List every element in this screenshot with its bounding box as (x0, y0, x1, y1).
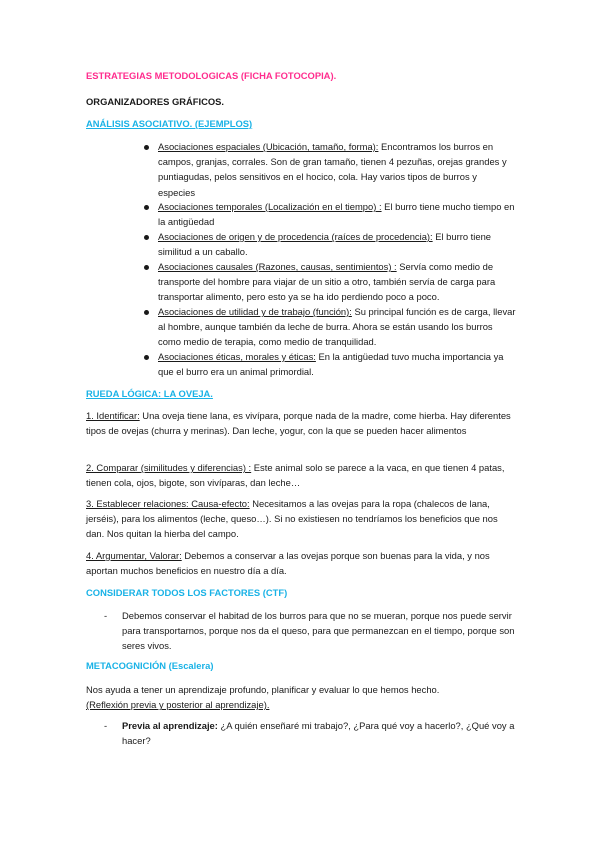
meta-item (122, 718, 516, 748)
bullet-dot (144, 235, 149, 240)
ctf-heading: CONSIDERAR TODOS LOS FACTORES (CTF) (86, 587, 288, 598)
analisis-item (158, 139, 516, 200)
analisis-item-label: Asociaciones de utilidad y de trabajo (función): (158, 306, 352, 317)
analisis-item-text: Su principal función es de carga, llevar al hombre, aunque también da leche de burra. Ahora se están usando los burros como medio de terapia, como medio de tranquilidad. (158, 306, 516, 348)
analisis-item-label: Asociaciones éticas, morales y éticas: (158, 351, 316, 362)
rueda-step-text: Una oveja tiene lana, es vivípara, porque nada de la madre, come hierba. Hay diferentes tipos de ovejas (churra y merinas). Dan leche, yogur, con la que se pueden hacer alimentos (86, 410, 511, 437)
bullet-dot (144, 265, 149, 270)
analisis-item-label: Asociaciones causales (Razones, causas, sentimientos) : (158, 261, 397, 272)
ctf-dash: - (104, 610, 108, 621)
analisis-item-text: El burro tiene similitud a un caballo. (158, 231, 492, 258)
rueda-step-label: 1. Identificar: (86, 410, 140, 421)
rueda-step-label: 3. Establecer relaciones: Causa-efecto: (86, 498, 250, 509)
analisis-item (158, 304, 516, 350)
rueda-step-text: Este animal solo se parece a la vaca, en que tienen 4 patas, tienen cola, ojos, bigote, son vivíparas, dan leche… (86, 462, 505, 489)
rueda-step (86, 460, 516, 490)
meta-dash: - (104, 720, 108, 731)
analisis-item (158, 199, 516, 229)
analisis-item-text: Encontramos los burros en campos, granjas, corrales. Son de gran tamaño, tienen 4 pezuñas, orejas grandes y puntiagudas, pelos sensitivos en el hocico, cola. Hay varios tipos de burros y especies (158, 141, 507, 198)
bullet-dot (144, 355, 149, 360)
analisis-item-label: Asociaciones de origen y de procedencia (raíces de procedencia): (158, 231, 433, 242)
meta-intro-text: Nos ayuda a tener un aprendizaje profundo, planificar y evaluar lo que hemos hecho. (86, 684, 440, 695)
rueda-step-label: 2. Comparar (similitudes y diferencias) : (86, 462, 252, 473)
rueda-step (86, 548, 516, 578)
analisis-item (158, 229, 516, 259)
meta-intro (86, 682, 516, 712)
document-subtitle: ORGANIZADORES GRÁFICOS. (86, 96, 225, 107)
rueda-step-text: Debemos a conservar a las ovejas porque son buenas para la vida, y nos aportan muchos beneficios en nuestro día a día. (86, 550, 490, 577)
ctf-text: Debemos conservar el habitad de los burros para que no se mueran, porque nos puede servir para transportarnos, porque nos da el queso, para que permanezcan en el tiempo, porque son seres vivos. (122, 610, 515, 652)
document-title: ESTRATEGIAS METODOLOGICAS (FICHA FOTOCOPIA). (86, 70, 337, 81)
rueda-step-label: 4. Argumentar, Valorar: (86, 550, 182, 561)
analisis-item-text: Servía como medio de transporte del hombre para viajar de un sitio a otro, también servía de carga para transportar alimento, pero esto ya se ha ido perdiendo poco a poco. (158, 261, 496, 303)
analisis-item (158, 259, 516, 305)
bullet-dot (144, 205, 149, 210)
analisis-item-label: Asociaciones temporales (Localización en el tiempo) : (158, 201, 382, 212)
rueda-step (86, 496, 516, 542)
bullet-dot (144, 145, 149, 150)
analisis-item-text: En la antigüedad tuvo mucha importancia ya que el burro era un animal primordial. (158, 351, 504, 378)
bullet-dot (144, 310, 149, 315)
analisis-item (158, 349, 516, 379)
analisis-item-text: El burro tiene mucho tiempo en la antigüedad (158, 201, 515, 228)
meta-intro-underlined: (Reflexión previa y posterior al aprendizaje). (86, 699, 270, 711)
rueda-step (86, 408, 516, 438)
rueda-heading: RUEDA LÓGICA: LA OVEJA. (86, 388, 213, 399)
rueda-step-text: Necesitamos a las ovejas para la ropa (chalecos de lana, jerséis), para los alimentos (leche, queso…). Si no existiesen no tendríamos los beneficios que nos dan. Nos quitan la hierba del campo. (86, 498, 498, 540)
analisis-item-label: Asociaciones espaciales (Ubicación, tamaño, forma): (158, 141, 379, 152)
analisis-heading: ANÁLISIS ASOCIATIVO. (EJEMPLOS) (86, 118, 253, 129)
meta-item-text: ¿A quién enseñaré mi trabajo?, ¿Para qué voy a hacerlo?, ¿Qué voy a hacer? (122, 720, 515, 747)
meta-item-label: Previa al aprendizaje: (122, 720, 218, 731)
meta-heading: METACOGNICIÓN (Escalera) (86, 660, 214, 671)
